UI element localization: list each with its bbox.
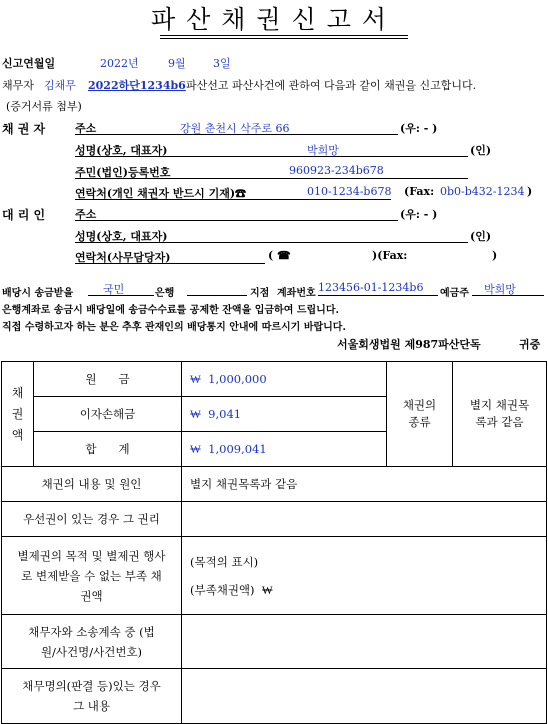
underline [187, 295, 247, 296]
underline [472, 295, 544, 296]
creditor-phone[interactable]: 010-1234-b678 [307, 185, 392, 198]
agent-fax-close: ) [492, 249, 498, 262]
title-underline [160, 35, 408, 36]
claim-amount-label: 채권액 [2, 362, 34, 467]
underline [75, 199, 391, 200]
interest-amount[interactable] [182, 397, 387, 432]
creditor-fax-close: ) [527, 185, 533, 198]
creditor-name[interactable]: 박희망 [307, 144, 339, 157]
secured-label: 별제권의 목적 및 별제권 행사로 변제받을 수 없는 부족 채권액 [2, 537, 182, 615]
priority-label: 우선권이 있는 경우 그 권리 [2, 502, 182, 537]
agent-heading: 대 리 인 [2, 208, 46, 222]
lawsuit-label: 채무자와 소송계속 중 (법원/사건명/사건번호) [2, 615, 182, 669]
creditor-contact-label: 연락처(개인 채권자 반드시 기재)☎ [75, 187, 247, 200]
intro-prefix: 채무자 [2, 79, 34, 92]
bank-name[interactable]: 국민 [103, 283, 125, 296]
creditor-postal[interactable]: (우: - ) [400, 122, 438, 135]
interest-label: 이자손해금 [34, 397, 182, 432]
case-number[interactable]: 2022하단1234b6 [88, 79, 186, 92]
court-name: 서울회생법원 제987파산단독 [337, 338, 481, 351]
creditor-address[interactable]: 강원 춘천시 삭주로 66 [180, 122, 290, 135]
underline [75, 220, 398, 221]
agent-address-label: 주소 [75, 208, 97, 221]
creditor-fax[interactable]: 0b0-b432-1234 [440, 185, 525, 198]
honorific: 귀중 [519, 338, 541, 351]
agent-postal[interactable]: (우: - ) [400, 208, 438, 221]
report-date-label: 신고연월일 [2, 57, 56, 70]
creditor-id[interactable]: 960923-234b678 [289, 164, 384, 177]
total-value: ₩ 1,009,041 [190, 442, 267, 456]
judgment-value[interactable] [182, 669, 547, 724]
underline [75, 134, 398, 135]
principal-label: 원 금 [34, 362, 182, 397]
secured-deficit: (부족채권액) ₩ [190, 582, 273, 597]
agent-contact-label: 연락처(사무담당자) [75, 251, 171, 264]
underline [318, 295, 438, 296]
agent-fax-label: )(Fax: [372, 249, 408, 262]
report-day[interactable]: 3일 [213, 57, 231, 70]
creditor-heading: 채 권 자 [2, 122, 46, 136]
content-label: 채권의 내용 및 원인 [2, 467, 182, 502]
evidence-note: (증거서류 첨부) [6, 100, 82, 113]
total-amount[interactable] [182, 432, 387, 467]
report-month[interactable]: 9월 [168, 57, 186, 70]
secured-object: (목적의 표시) [190, 554, 259, 569]
report-year[interactable]: 2022년 [100, 57, 139, 70]
agent-phone-label: ( ☎ [268, 249, 291, 262]
claim-list-note: 별지 채권목록과 같음 [453, 362, 547, 467]
account-number[interactable]: 123456-01-1234b6 [318, 281, 424, 294]
agent-name-label: 성명(상호, 대표자) [75, 230, 168, 243]
creditor-id-label: 주민(법인)등록번호 [75, 166, 171, 179]
debtor-name[interactable]: 김채무 [44, 79, 76, 92]
page-title: 파산채권신고서 [150, 5, 398, 34]
holder-name[interactable]: 박희망 [484, 283, 516, 296]
principal-value: ₩ 1,000,000 [190, 372, 267, 386]
priority-value[interactable] [182, 502, 547, 537]
claim-type-label: 채권의 종류 [387, 362, 453, 467]
underline [88, 295, 154, 296]
bank-label: 배당시 송금받을 [2, 288, 74, 299]
creditor-address-label: 주소 [75, 122, 97, 135]
total-label: 합 계 [34, 432, 182, 467]
underline [75, 178, 468, 179]
agent-seal: (인) [470, 230, 492, 243]
creditor-fax-label: (Fax: [404, 185, 435, 198]
underline [75, 242, 468, 243]
underline [75, 263, 265, 264]
content-value[interactable]: 별지 채권목록과 같음 [182, 467, 547, 502]
underline [75, 156, 468, 157]
lawsuit-value[interactable] [182, 615, 547, 669]
holder-label: 예금주 [440, 288, 469, 299]
principal-amount[interactable] [182, 362, 387, 397]
branch-suffix: 지점 [250, 288, 270, 299]
claim-table [1, 361, 547, 724]
intro-text: 파산선고 파산사건에 관하여 다음과 같이 채권을 신고합니다. [186, 79, 477, 92]
bank-suffix: 은행 [155, 288, 175, 299]
secured-value[interactable] [182, 537, 547, 615]
judgment-label: 채무명의(판결 등)있는 경우 그 내용 [2, 669, 182, 724]
title-underline [160, 38, 408, 39]
bank-note-1: 은행계좌로 송금시 배당일에 송금수수료를 공제한 잔액을 입금하여 드립니다. [2, 305, 339, 316]
account-label: 계좌번호 [277, 288, 316, 299]
creditor-seal: (인) [470, 144, 492, 157]
bank-note-2: 직접 수령하고자 하는 분은 추후 관재인의 배당통지 안내에 따르시기 바랍니다. [2, 322, 346, 333]
creditor-name-label: 성명(상호, 대표자) [75, 144, 168, 157]
interest-value: ₩ 9,041 [190, 407, 242, 421]
